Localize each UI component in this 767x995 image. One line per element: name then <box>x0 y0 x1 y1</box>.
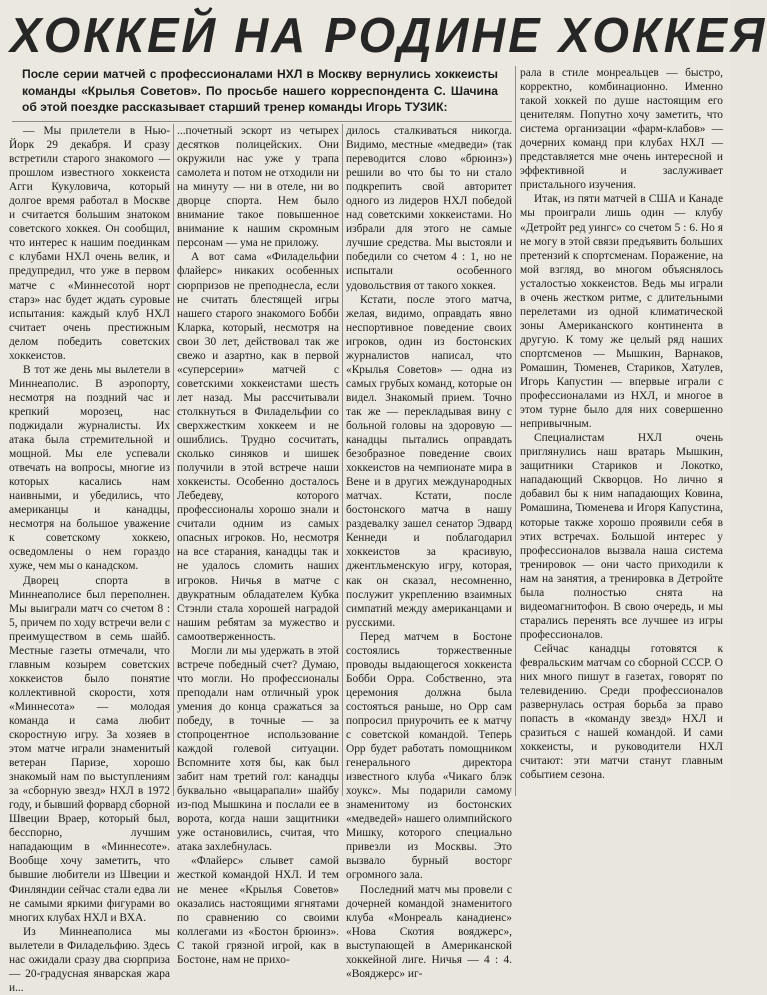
paragraph: А вот сама «Филадельфии флайерс» никаких особенных сюрпризов не преподнесла, если не считать блестящей игры нашего старого знакомого Бобби Кларка, который, несмотря на свои 30 лет, действовал так же свежо и азартно, как в первой «суперсерии» матчей с советскими хоккеистами шесть лет назад. Мы рассчитывали столкнуться в Филадельфии со сверхжестким хоккеем и не ошиблись. Трудно сосчитать, сколько синяков и шишек получили в этой встрече наши хоккеисты. Особенно досталось Лебедеву, которого профессионалы хорошо знали и считали одним из самых опасных игроков. Но, несмотря на все старания, канадцы так и не удалось сломить наших игроков. Ничья в матче с двукратным обладателем Кубка Стэнли стала хорошей наградой нашим ребятам за мужество и самоотверженность. <box>177 251 339 643</box>
paragraph: Из Миннеаполиса мы вылетели в Филадельфию. Здесь нас ожидали сразу два сюрприза — 20-градусная январская жара и... <box>9 925 170 994</box>
column-divider <box>515 66 516 796</box>
lead-paragraph: После серии матчей с профессионалами НХЛ в Москву вернулись хоккеисты команды «Крылья Советов». По просьбе нашего корреспондента С. Шачина об этой поездке рассказывает старший тренер команды Игорь ТУЗИК: <box>22 67 498 115</box>
article-column-2 <box>177 124 339 966</box>
paragraph: Перед матчем в Бостоне состоялись торжественные проводы выдающегося хоккеиста Бобби Орра. Собственно, эта церемония должна была состояться раньше, но Орр сам попросил приурочить ее к матчу с советской командой. Теперь Орр будет работать помощником генерального директора известного клуба «Чикаго блэк хоукс». Мы подарили самому знаменитому из бостонских «медведей» нашего олимпийского Мишку, которого специально привезли из Москвы. Это вызвало бурный восторг огромного зала. <box>346 630 512 882</box>
article-column-1 <box>9 124 170 994</box>
paragraph: Кстати, после этого матча, желая, видимо, оправдать явно неспортивное поведение своих игроков, один из бостонских журналистов написал, что «Крылья Советов» — одна из самых грубых команд, которые он видел. Знакомый прием. Точно так же — перекладывая вину с больной головы на здоровую — канадцы пытались оправдать безобразное поведение своих хоккеистов на чемпионате мира в Вене и в других международных матчах. Кстати, после бостонского матча в нашу раздевалку зашел сенатор Эдвард Кеннеди и поблагодарил хоккеистов за красивую, джентльменскую игру, которая, как он сказал, несомненно, послужит укреплению взаимных симпатий между американцами и русскими. <box>346 293 512 629</box>
paragraph: ...почетный эскорт из четырех десятков полицейских. Они окружили нас уже у трапа самолета и потом не отходили ни на минуту — ни в отеле, ни во дворце спорта. Нем было внимание такое повышенное внимание к нашим скромным персонам — ума не приложу. <box>177 125 339 250</box>
paragraph: Специалистам НХЛ очень приглянулись наш вратарь Мышкин, защитники Стариков и Локотко, нападающий Скворцов. Но лично я добавил бы к ним нападающих Ковина, Ромашина, Тюменева и Игоря Капустина, которые также хорошо проявили себя в этих встречах. Большой интерес у профессионалов вызвала наша система тренировок — они часто приходили к нам на занятия, а тренировка в Детройте была полностью снята на видеомагнитофон. В свою очередь, и мы старались перенять все лучшее из игры профессионалов. <box>520 432 723 641</box>
paragraph: Сейчас канадцы готовятся к февральским матчам со сборной СССР. О них много пишут в газетах, говорят по телевидению. Среди профессионалов развернулась острая борьба за право попасть в «команду звезд» НХЛ и сразиться с нашей командой. И сами хоккеисты, и руководители НХЛ считают: эти матчи станут главным событием сезона. <box>520 642 723 782</box>
paragraph: рала в стиле монреальцев — быстро, корректно, комбинационно. Именно такой хоккей по душе настоящим его ценителям. Попутно хочу заметить, что система организации «фарм-клабов» — дочерних команд при клубах НХЛ — представляется мне очень интересной и эффективной и заслуживает пристального изучения. <box>520 67 723 192</box>
lead-divider <box>12 121 512 122</box>
paragraph: дилось сталкиваться никогда. Видимо, местные «медведи» (так переводится слово «брюинз») решили во что бы то ни стало подкрепить свой авторитет одного из лидеров НХЛ победой над советскими хоккеистами. Но избрали для этого не самые лучшие средства. Мы выстояли и победили со счетом 4 : 1, но не испытали особенного удовольствия от такого хоккея. <box>346 125 512 292</box>
article-column-4 <box>520 66 723 801</box>
paragraph: Последний матч мы провели с дочерней командой знаменитого клуба «Монреаль канадиенс» «Нова Скотия вояджерс», выступающей в Американской хоккейной лиге. Ничья — 4 : 4. «Вояджерс» иг- <box>346 883 512 980</box>
paragraph: Дворец спорта в Миннеаполисе был переполнен. Мы выиграли матч со счетом 8 : 5, причем по ходу встречи вели с преимуществом в семь шайб. Местные газеты отмечали, что главным козырем советских хоккеистов было понятие коллективной скорости, хотя «Миннесота» — молодая команда и сама любит скоростную игру. За хозяев в этом матче играли знаменитый ветеран Паризе, хорошо знакомый нам по выступлениям за «сборную звезд» НХЛ в 1972 году, и бывший форвард сборной Швеции Враер, который был, бесспорно, лучшим нападающим в «Миннесоте». Вообще хочу заметить, что бывшие любители из Швеции и Финляндии сейчас стали едва ли не самыми яркими фигурами во многих клубах НХЛ и ВХА. <box>9 574 170 924</box>
paragraph: Могли ли мы удержать в этой встрече победный счет? Думаю, что могли. Но профессионалы преподали нам отличный урок умения до конца сражаться за победу, в точные — за стопроцентное использование каждой голевой ситуации. Вспомните хотя бы, как был забит нам третий гол: канадцы буквально «выцарапали» шайбу из-под Мышкина и послали ее в ворота, когда наши защитники уже остановились, считая, что атака захлебнулась. <box>177 644 339 854</box>
paragraph: Итак, из пяти матчей в США и Канаде мы проиграли лишь один — клубу «Детройт ред уингс» со счетом 5 : 6. Но я не могу в этой связи предъявить больших претензий к спортсменам. Поражение, на мой взгляд, во многом объяснялось усталостью хоккеистов. Ведь мы играли в очень жестком ритме, с длительными перелетами из одной климатической зоны Американского континента в другую. К тому же целый ряд наших спортсменов — Мышкин, Варнаков, Ромашин, Тюменев, Стариков, Хатулев, Игорь Капустин — впервые играли с профессионалами из НХЛ, и многое в этом турне было для них совершенно непривычным. <box>520 193 723 431</box>
paragraph: «Флайерс» слывет самой жесткой командой НХЛ. И тем не менее «Крылья Советов» оказались настоящими ягнятами по сравнению со своими коллегами из «Бостон брюинз». С такой грязной игрой, как в Бостоне, нам не прихо- <box>177 855 339 966</box>
column-divider <box>342 124 343 796</box>
column-divider <box>173 124 174 796</box>
paragraph: — Мы прилетели в Нью-Йорк 29 декабря. И сразу встретили старого знакомого — прошлом известного хоккеиста Агги Кукуловича, который долгое время работал в Москве и считается большим знатоком советского хоккея. Он сообщил, что интерес к нашим поединкам с клубами НХЛ очень велик, и предупредил, что уже в первом матче с «Миннесотой норт старз» нас будет ждать суровые испытания: каждый клуб НХЛ считает очень престижным делом победить советских хоккеистов. <box>9 125 170 362</box>
paragraph: В тот же день мы вылетели в Миннеаполис. В аэропорту, несмотря на поздний час и крепкий морозец, нас поджидали журналисты. Их атака была стремительной и мощной. Мы еле успевали отвечать на вопросы, многие из которых касались нам наивными, и убедились, что американцы и канадцы, несмотря на большое уважение к советскому хоккею, осведомлены о нем гораздо хуже, чем мы о канадском. <box>9 363 170 573</box>
article-column-3 <box>346 124 512 980</box>
headline: ХОККЕЙ НА РОДИНЕ ХОККЕЯ <box>10 6 767 63</box>
